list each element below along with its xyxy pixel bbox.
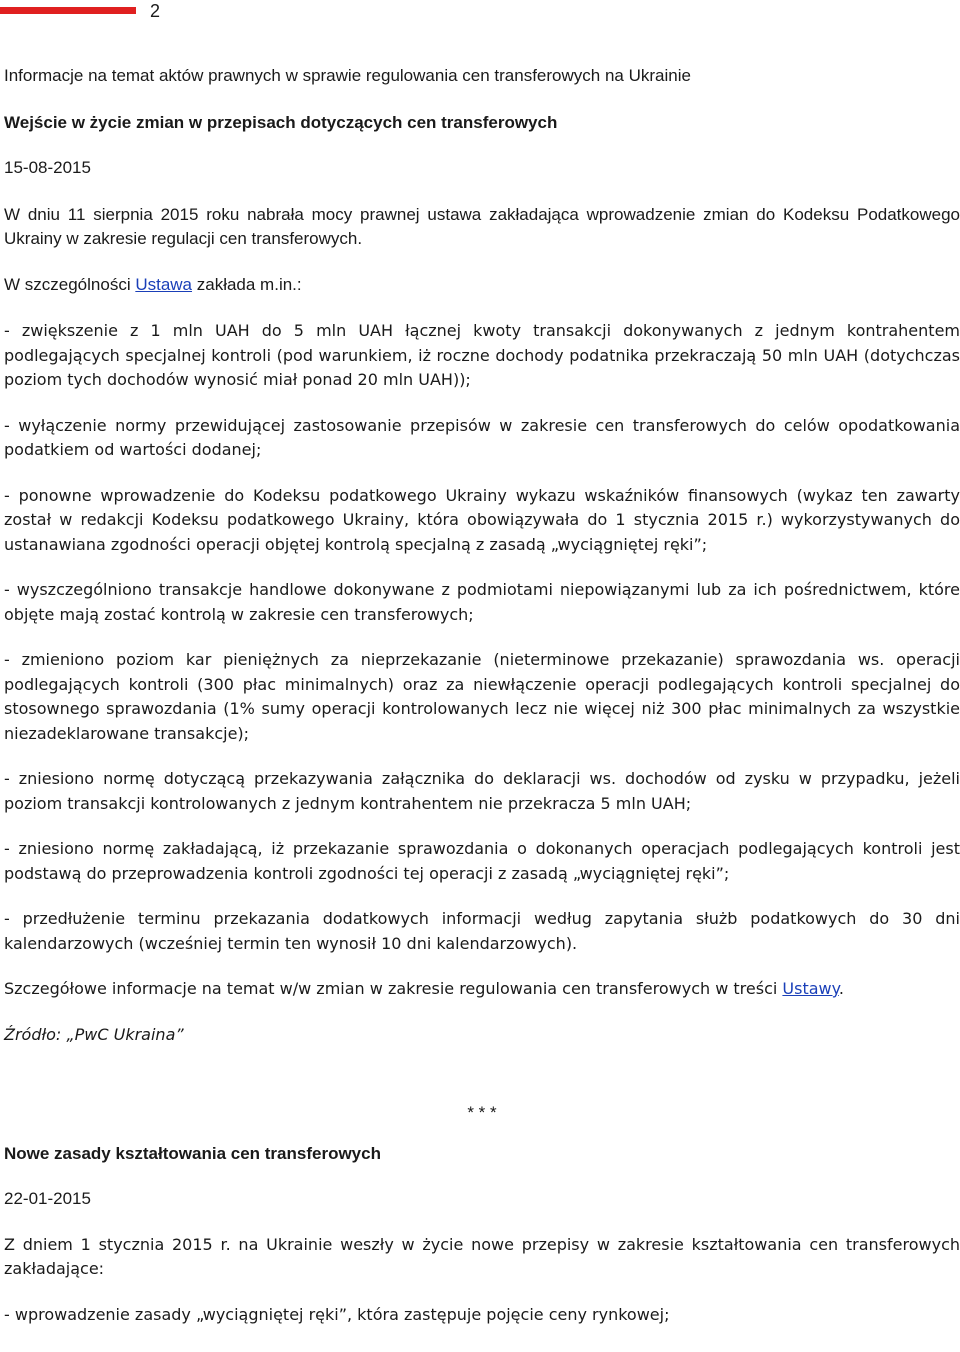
article-date: 22-01-2015 — [4, 1189, 91, 1208]
article-title: Nowe zasady kształtowania cen transferowych — [4, 1143, 381, 1163]
ustawy-link[interactable]: Ustawy — [782, 979, 839, 998]
list-item: - ponowne wprowadzenie do Kodeksu podatkowego Ukrainy wykazu wskaźników finansowych (wykaz ten zawarty został w redakcji Kodeksu podatkowego Ukrainy, która obowiązywała do 1 stycznia 2015 r.) wykorzystywanych do ustanawiana zgodności operacji objętej kontrolą specjalną z zasadą „wyciągniętej ręki”; — [4, 485, 960, 554]
source-line: Źródło: „PwC Ukraina” — [4, 1024, 184, 1044]
page-number: 2 — [150, 1, 161, 21]
details-paragraph — [4, 977, 960, 1002]
list-item: - zmieniono poziom kar pieniężnych za nieprzekazanie (nieterminowe przekazanie) sprawozdania ws. operacji podlegających kontroli (300 płac minimalnych) oraz za niewłączenie operacji podlegających kontroli specjalnej do stosownego sprawozdania (1% sumy operacji kontrolowanych lecz nie więcej niż 300 płac minimalnych za wszystkie niezadeklarowane transakcje); — [4, 650, 960, 743]
list-item: - wprowadzenie zasady „wyciągniętej ręki”, która zastępuje pojęcie ceny rynkowej; — [4, 1304, 670, 1324]
section-heading: Informacje na temat aktów prawnych w sprawie regulowania cen transferowych na Ukrainie — [4, 66, 691, 85]
ustawa-link[interactable]: Ustawa — [135, 274, 193, 294]
article-date: 15-08-2015 — [4, 158, 91, 177]
list-item: - zwiększenie z 1 mln UAH do 5 mln UAH łącznej kwoty transakcji dokonywanych z jednym kontrahentem podlegających specjalnej kontroli (pod warunkiem, iż roczne dochody podatnika przekraczają 50 mln UAH (dotychczas poziom tych dochodów wynosić miał ponad 20 mln UAH)); — [4, 321, 960, 389]
header-accent-bar — [0, 7, 136, 14]
lead-suffix: zakłada m.in.: — [192, 274, 302, 294]
article-intro: Z dniem 1 stycznia 2015 r. na Ukrainie weszły w życie nowe przepisy w zakresie kształtowania cen transferowych zakładające: — [4, 1234, 960, 1278]
list-item: - zniesiono normę dotyczącą przekazywania załącznika do deklaracji ws. dochodów od zysku w przypadku, jeżeli poziom transakcji kontrolowanych z jednym kontrahentem nie przekracza 5 mln UAH; — [4, 769, 960, 813]
article-lead — [4, 273, 960, 298]
list-item: - wyszczególniono transakcje handlowe dokonywane z podmiotami niepowiązanymi lub za ich pośrednictwem, które objęte mają zostać kontrolą w zakresie cen transferowych; — [4, 580, 960, 624]
list-item: - przedłużenie terminu przekazania dodatkowych informacji według zapytania służb podatkowych do 30 dni kalendarzowych (wcześniej termin ten wynosił 10 dni kalendarzowych). — [4, 909, 960, 953]
list-item: - wyłączenie normy przewidującej zastosowanie przepisów w zakresie cen transferowych do celów opodatkowania podatkiem od wartości dodanej; — [4, 415, 960, 459]
article-intro: W dniu 11 sierpnia 2015 roku nabrała mocy prawnej ustawa zakładająca wprowadzenie zmian do Kodeksu Podatkowego Ukrainy w zakresie regulacji cen transferowych. — [4, 204, 960, 248]
document-body — [4, 64, 960, 1327]
section-separator: * * * — [467, 1103, 497, 1122]
details-suffix: . — [838, 979, 844, 998]
article-title: Wejście w życie zmian w przepisach dotyczących cen transferowych — [4, 112, 558, 132]
list-item: - zniesiono normę zakładającą, iż przekazanie sprawozdania o dokonanych operacjach podlegających kontroli jest podstawą do przeprowadzenia kontroli zgodności tej operacji z zasadą „wyciągniętej ręki”; — [4, 839, 960, 883]
lead-prefix: W szczególności — [4, 274, 136, 294]
details-prefix: Szczegółowe informacje na temat w/w zmian w zakresie regulowania cen transferowych w treści — [4, 979, 783, 998]
